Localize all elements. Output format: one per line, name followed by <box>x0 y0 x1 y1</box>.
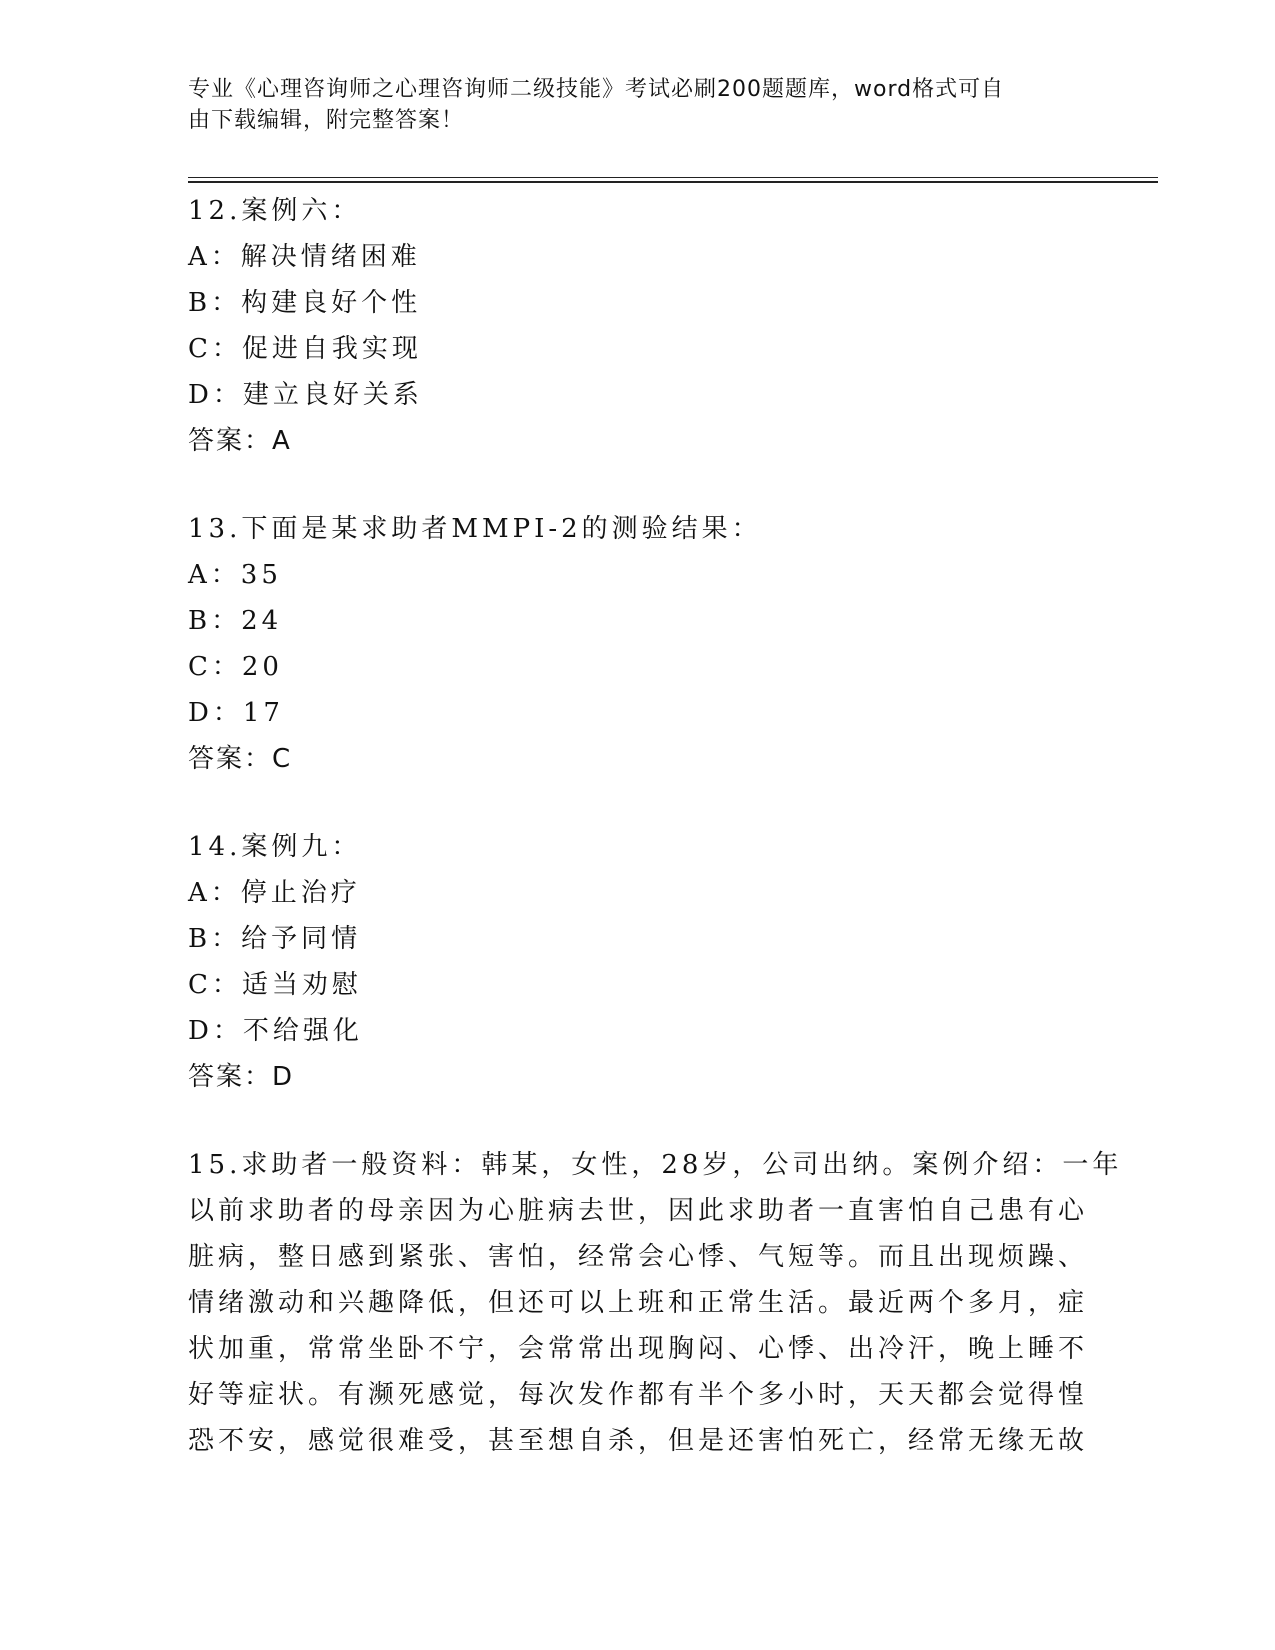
option-a: A：解决情绪困难 <box>188 242 421 272</box>
paragraph-line: 好等症状。有濒死感觉，每次发作都有半个多小时，天天都会觉得惶 <box>188 1380 1089 1410</box>
paragraph-line: 情绪激动和兴趣降低，但还可以上班和正常生活。最近两个多月，症 <box>188 1288 1089 1318</box>
answer-line: 答案：D <box>188 1062 295 1092</box>
question-14 <box>188 824 1088 1100</box>
spacer <box>188 782 1088 824</box>
question-list <box>188 188 1123 1464</box>
header-divider-thin <box>188 177 1158 178</box>
paragraph-line: 脏病，整日感到紧张、害怕，经常会心悸、气短等。而且出现烦躁、 <box>188 1242 1089 1272</box>
question-15 <box>188 1142 1123 1464</box>
paragraph-line: 15.求助者一般资料：韩某，女性，28岁，公司出纳。案例介绍：一年 <box>188 1150 1123 1180</box>
header-divider-thick <box>188 181 1158 183</box>
paragraph-line: 以前求助者的母亲因为心脏病去世，因此求助者一直害怕自己患有心 <box>188 1196 1089 1226</box>
option-c: C：促进自我实现 <box>188 334 422 364</box>
option-d: D：17 <box>188 698 284 728</box>
option-c: C：适当劝慰 <box>188 970 362 1000</box>
answer-line: 答案：C <box>188 744 293 774</box>
answer-line: 答案：A <box>188 426 292 456</box>
option-c: C：20 <box>188 652 283 682</box>
option-d: D：不给强化 <box>188 1016 363 1046</box>
spacer <box>188 464 1088 506</box>
option-b: B：给予同情 <box>188 924 362 954</box>
option-b: B：24 <box>188 606 283 636</box>
option-b: B：构建良好个性 <box>188 288 422 318</box>
paragraph-line: 状加重，常常坐卧不宁，会常常出现胸闷、心悸、出冷汗，晚上睡不 <box>188 1334 1089 1364</box>
paragraph-line: 恐不安，感觉很难受，甚至想自杀，但是还害怕死亡，经常无缘无故 <box>188 1426 1089 1456</box>
option-a: A：停止治疗 <box>188 878 361 908</box>
spacer <box>188 1100 1088 1142</box>
question-title: 12.案例六： <box>188 196 362 226</box>
question-title: 13.下面是某求助者MMPI-2的测验结果： <box>188 514 762 544</box>
question-title: 14.案例九： <box>188 832 362 862</box>
question-12 <box>188 188 1088 464</box>
header-line-1: 专业《心理咨询师之心理咨询师二级技能》考试必刷200题题库，word格式可自 <box>188 77 1005 102</box>
question-13 <box>188 506 1088 782</box>
option-a: A：35 <box>188 560 282 590</box>
header-line-2: 由下载编辑，附完整答案！ <box>188 108 465 133</box>
document-header <box>188 74 1068 136</box>
option-d: D：建立良好关系 <box>188 380 423 410</box>
